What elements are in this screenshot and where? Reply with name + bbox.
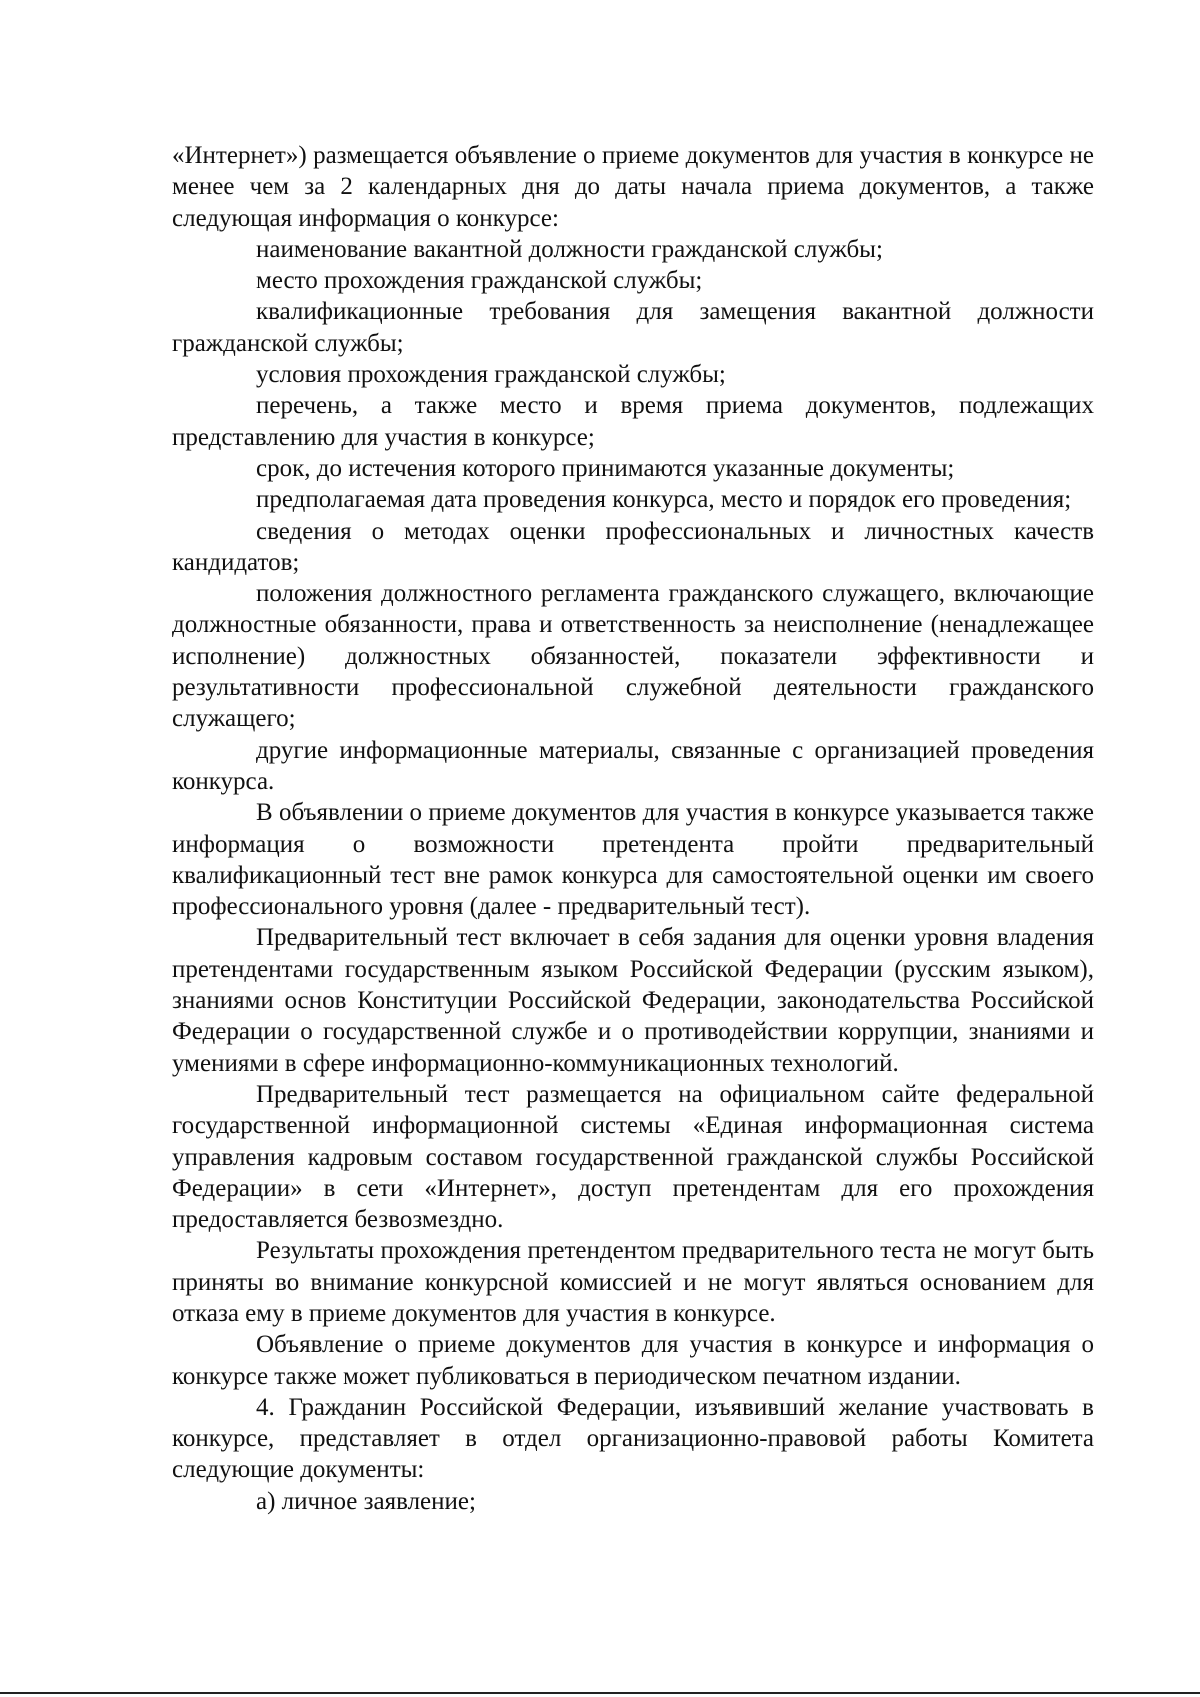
list-item-documents-list: перечень, а также место и время приема документов, подлежащих представлению для участия в конкурсе; [172, 392, 1094, 451]
list-item-other-materials: другие информационные материалы, связанные с организацией проведения конкурса. [172, 736, 1094, 795]
page-bottom-edge [0, 1692, 1200, 1694]
list-item-evaluation-methods: сведения о методах оценки профессиональных и личностных качеств кандидатов; [172, 517, 1094, 576]
document-page [172, 140, 1094, 1517]
list-item-service-place: место прохождения гражданской службы; [256, 267, 703, 295]
list-item-contest-date: предполагаемая дата проведения конкурса, место и порядок его проведения; [256, 486, 1072, 514]
list-item-service-conditions: условия прохождения гражданской службы; [256, 361, 726, 389]
list-item-position-name: наименование вакантной должности гражданской службы; [256, 235, 883, 263]
paragraph-periodical-publication: Объявление о приеме документов для участия в конкурсе и информация о конкурсе также может публиковаться в периодическом печатном издании. [172, 1331, 1094, 1390]
paragraph-preliminary-test-notice: В объявлении о приеме документов для участия в конкурсе указывается также информация о возможности претендента пройти предварительный квалификационный тест вне рамок конкурса для самостоятельной оценки им своего профессионального уровня (далее - предварительный тест). [172, 799, 1094, 921]
list-item-qualification-requirements: квалификационные требования для замещения вакантной должности гражданской службы; [172, 298, 1094, 357]
paragraph-section-4: 4. Гражданин Российской Федерации, изъявивший желание участвовать в конкурсе, представляет в отдел организационно-правовой работы Комитета следующие документы: [172, 1393, 1094, 1484]
list-item-job-regulations: положения должностного регламента гражданского служащего, включающие должностные обязанности, права и ответственность за неисполнение (ненадлежащее исполнение) должностных обязанностей, показатели эффективности и результативности профессиональной служебной деятельности гражданского служащего; [172, 580, 1094, 733]
paragraph-preliminary-test-content: Предварительный тест включает в себя задания для оценки уровня владения претендентами государственным языком Российской Федерации (русским языком), знаниями основ Конституции Российской Федерации, законодательства Российской Федерации о государственной службе и о противодействии коррупции, знаниями и умениями в сфере информационно-коммуникационных технологий. [172, 924, 1094, 1077]
paragraph-preliminary-test-location: Предварительный тест размещается на официальном сайте федеральной государственной информационной системы «Единая информационная система управления кадровым составом государственной гражданской службы Российской Федерации» в сети «Интернет», доступ претендентам для его прохождения предоставляется безвозмездно. [172, 1080, 1094, 1234]
paragraph-continuation: «Интернет») размещается объявление о приеме документов для участия в конкурсе не менее чем за 2 календарных дня до даты начала приема документов, а также следующая информация о конкурсе: [172, 142, 1094, 232]
list-item-personal-application: а) личное заявление; [256, 1487, 476, 1515]
paragraph-preliminary-test-results: Результаты прохождения претендентом предварительного теста не могут быть приняты во внимание конкурсной комиссией и не могут являться основанием для отказа ему в приеме документов для участия в конкурсе. [172, 1237, 1094, 1327]
list-item-deadline: срок, до истечения которого принимаются указанные документы; [256, 454, 955, 482]
